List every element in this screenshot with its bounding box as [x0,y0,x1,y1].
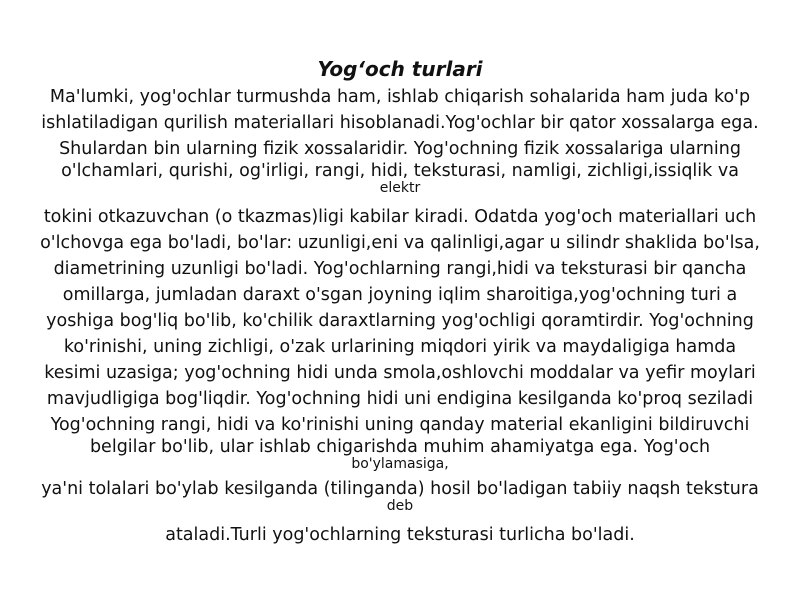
text-line: ataladi.Turli yog'ochlarning teksturasi turlicha bo'ladi. [165,525,635,545]
text-line: Ma'lumki, yog'ochlar turmushda ham, ishlab chiqarish sohalarida ham juda ko'p [49,87,751,107]
text-line: tokini otkazuvchan (o tkazmas)ligi kabilar kiradi. Odatda yog'och materiallari uch [43,207,757,227]
text-line: omillarga, jumladan daraxt o'sgan joyning iqlim sharoitiga,yog'ochning turi a [62,285,738,305]
text-line: o'lchamlari, qurishi, og'irligi, rangi, hidi, teksturasi, namligi, zichligi,issiqlik va [61,161,739,181]
text-line: o'lchovga ega bo'ladi, bo'lar: uzunligi,eni va qalinligi,agar u silindr shaklida bo'lsa, [40,233,760,253]
text-line: belgilar bo'lib, ular ishlab chigarishda muhim ahamiyatga ega. Yog'och [89,437,711,457]
text-line: ishlatiladigan qurilish materiallari hisoblanadi.Yog'ochlar bir qator xossalarga ega. [41,113,759,133]
text-line: mavjudligiga bog'liqdir. Yog'ochning hidi uni endigina kesilganda ko'proq seziladi [46,389,754,409]
text-line: kesimi uzasiga; yog'ochning hidi unda smola,oshlovchi moddalar va yefir moylari [44,363,756,383]
text-line: ko'rinishi, uning zichligi, o'zak urlarining miqdori yirik va maydaligiga hamda [63,337,737,357]
text-line: Shulardan bin ularning fizik xossalaridir. Yog'ochning fizik xossalariga ularning [59,139,741,159]
text-line: elektr [379,180,421,196]
text-line: bo'ylamasiga, [351,456,449,472]
text-line: yoshiga bog'liq bo'lib, ko'chilik daraxtlarning yog'ochligi qoramtirdir. Yog'ochning [46,311,754,331]
body-text [0,84,800,548]
text-line: ya'ni tolalari bo'ylab kesilganda (tilinganda) hosil bo'ladigan tabiiy naqsh tekstura [41,479,759,499]
slide-title: Yog‘och turlari [317,57,483,81]
text-line: deb [386,498,414,514]
text-line: diametrining uzunligi bo'ladi. Yog'ochlarning rangi,hidi va teksturasi bir qancha [53,259,747,279]
text-line: Yog'ochning rangi, hidi va ko'rinishi uning qanday material ekanligini bildiruvchi [50,415,750,435]
